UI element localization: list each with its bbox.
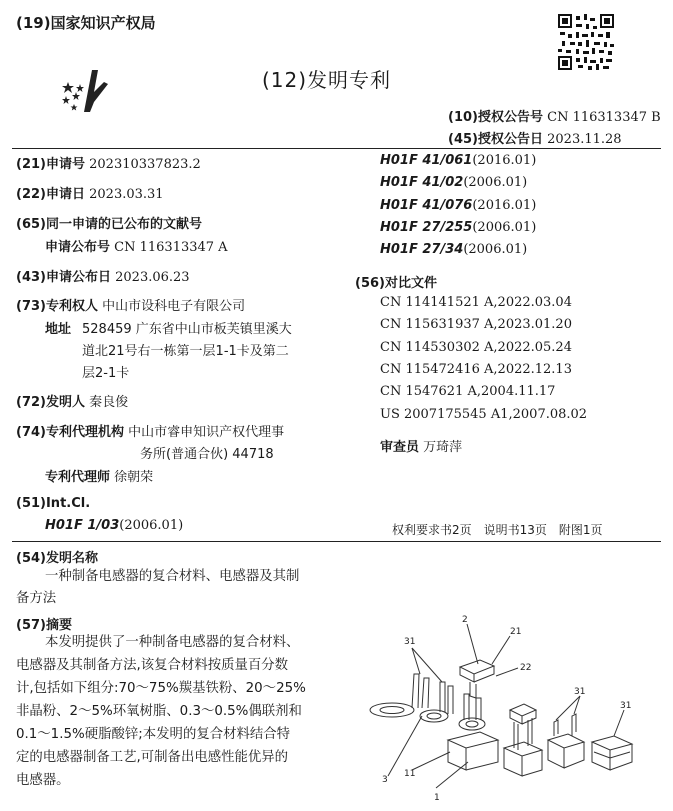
doc-type: (12)发明专利 xyxy=(262,68,392,92)
agent-row xyxy=(45,466,153,485)
patentee-label: (73)专利权人 xyxy=(16,299,98,314)
grant-pub-no: CN 116313347 B xyxy=(547,110,661,125)
class-date: (2006.01) xyxy=(472,220,537,235)
class-date: (2006.01) xyxy=(463,242,528,257)
agent-label: 专利代理师 xyxy=(45,470,111,485)
class-date: (2016.01) xyxy=(472,153,537,168)
intcl-code: H01F 1/03 xyxy=(45,518,120,533)
app-no-row xyxy=(16,153,201,172)
address-label: 地址 xyxy=(45,322,72,337)
refs-label: (56)对比文件 xyxy=(355,276,437,291)
fig-label-1: 1 xyxy=(434,793,440,803)
agent: 徐朝荣 xyxy=(114,470,154,485)
intcl-label: (51)Int.Cl. xyxy=(16,496,91,511)
abstract-line: 电感器。 xyxy=(16,773,70,788)
fig-label-21: 21 xyxy=(510,627,522,637)
patentee-row xyxy=(16,295,245,314)
fig-label-31a: 31 xyxy=(404,637,416,647)
fig-label-2: 2 xyxy=(462,615,468,625)
abstract-line: 电感器及其制备方法,该复合材料按质量百分数 xyxy=(16,658,289,673)
prior-pub-no: CN 116313347 A xyxy=(114,240,228,255)
agency-label: (74)专利代理机构 xyxy=(16,425,124,440)
fig-label-11: 11 xyxy=(404,769,416,779)
prior-pub-label: (65)同一申请的已公布的文献号 xyxy=(16,217,202,232)
grant-pub-no-label: (10)授权公告号 xyxy=(448,110,543,125)
class-row xyxy=(380,242,527,257)
pages-info: 权利要求书2页 说明书13页 附图1页 xyxy=(392,523,603,537)
abstract-line: 本发明提供了一种制备电感器的复合材料、 xyxy=(45,635,300,650)
inductor-figure xyxy=(352,612,660,808)
invention-title-line-1: 一种制备电感器的复合材料、电感器及其制 xyxy=(45,569,300,584)
class-row xyxy=(380,220,536,235)
examiner-row xyxy=(380,436,462,455)
app-date: 2023.03.31 xyxy=(89,187,164,202)
app-date-row xyxy=(16,183,164,202)
prior-pub-no-label: 申请公布号 xyxy=(45,240,111,255)
qr-code xyxy=(558,14,614,70)
class-code: H01F 41/02 xyxy=(380,175,464,190)
patentee: 中山市设科电子有限公司 xyxy=(102,299,246,314)
abstract-line: 计,包括如下组分:70～75%羰基铁粉、20～25% xyxy=(16,681,306,696)
ref-item: CN 115472416 A,2022.12.13 xyxy=(380,362,572,377)
intcl-date: (2006.01) xyxy=(119,518,184,533)
pub-date-label: (43)申请公布日 xyxy=(16,270,111,285)
agency-line-2: 务所(普通合伙) 44718 xyxy=(140,447,274,462)
examiner-label: 审查员 xyxy=(380,440,420,455)
address-line-3: 层2-1卡 xyxy=(82,366,130,381)
cnipa-emblem xyxy=(58,62,114,118)
pub-date: 2023.06.23 xyxy=(115,270,190,285)
class-row xyxy=(380,153,536,168)
address-line-2: 道北21号右一栋第一层1-1卡及第二 xyxy=(82,344,289,359)
class-date: (2006.01) xyxy=(463,175,528,190)
agency-row xyxy=(16,421,284,440)
ref-item: CN 1547621 A,2004.11.17 xyxy=(380,384,556,399)
abstract-label: (57)摘要 xyxy=(16,618,72,633)
app-no: 202310337823.2 xyxy=(89,157,201,172)
class-code: H01F 41/061 xyxy=(380,153,473,168)
ref-item: US 2007175545 A1,2007.08.02 xyxy=(380,407,588,422)
abstract-line: 0.1～1.5%硬脂酸锌;本发明的复合材料结合特 xyxy=(16,727,291,742)
abstract-line: 非晶粉、2～5%环氧树脂、0.3～0.5%偶联剂和 xyxy=(16,704,302,719)
invention-title-line-2: 备方法 xyxy=(16,591,57,606)
class-row xyxy=(380,175,527,190)
country-office: (19)国家知识产权局 xyxy=(16,14,156,32)
inventor-label: (72)发明人 xyxy=(16,395,85,410)
class-code: H01F 41/076 xyxy=(380,198,473,213)
class-code: H01F 27/34 xyxy=(380,242,464,257)
ref-item: CN 114141521 A,2022.03.04 xyxy=(380,295,572,310)
abstract-line: 定的电感器制备工艺,可制备出电感性能优异的 xyxy=(16,750,289,765)
fig-label-31b: 31 xyxy=(574,687,586,697)
title-label: (54)发明名称 xyxy=(16,551,98,566)
app-no-label: (21)申请号 xyxy=(16,157,85,172)
fig-label-22: 22 xyxy=(520,663,532,673)
inventor-row xyxy=(16,391,128,410)
fig-label-3: 3 xyxy=(382,775,388,785)
inventor: 秦良俊 xyxy=(89,395,129,410)
ref-item: CN 114530302 A,2022.05.24 xyxy=(380,340,572,355)
class-date: (2016.01) xyxy=(472,198,537,213)
pub-date-row xyxy=(16,266,190,285)
grant-date: 2023.11.28 xyxy=(547,132,622,147)
class-row xyxy=(380,198,536,213)
ref-item: CN 115631937 A,2023.01.20 xyxy=(380,317,572,332)
divider-top xyxy=(12,148,661,149)
fig-label-31c: 31 xyxy=(620,701,632,711)
examiner: 万琦萍 xyxy=(423,440,463,455)
grant-date-row xyxy=(448,128,622,147)
class-code: H01F 27/255 xyxy=(380,220,473,235)
grant-date-label: (45)授权公告日 xyxy=(448,132,543,147)
address-line-1: 528459 广东省中山市板芙镇里溪大 xyxy=(82,322,292,337)
divider-bottom xyxy=(12,541,661,542)
grant-pub-no-row xyxy=(448,106,661,125)
prior-pub-row xyxy=(45,236,228,255)
intcl-row xyxy=(45,518,183,533)
agency-line-1: 中山市睿申知识产权代理事 xyxy=(128,425,285,440)
app-date-label: (22)申请日 xyxy=(16,187,85,202)
